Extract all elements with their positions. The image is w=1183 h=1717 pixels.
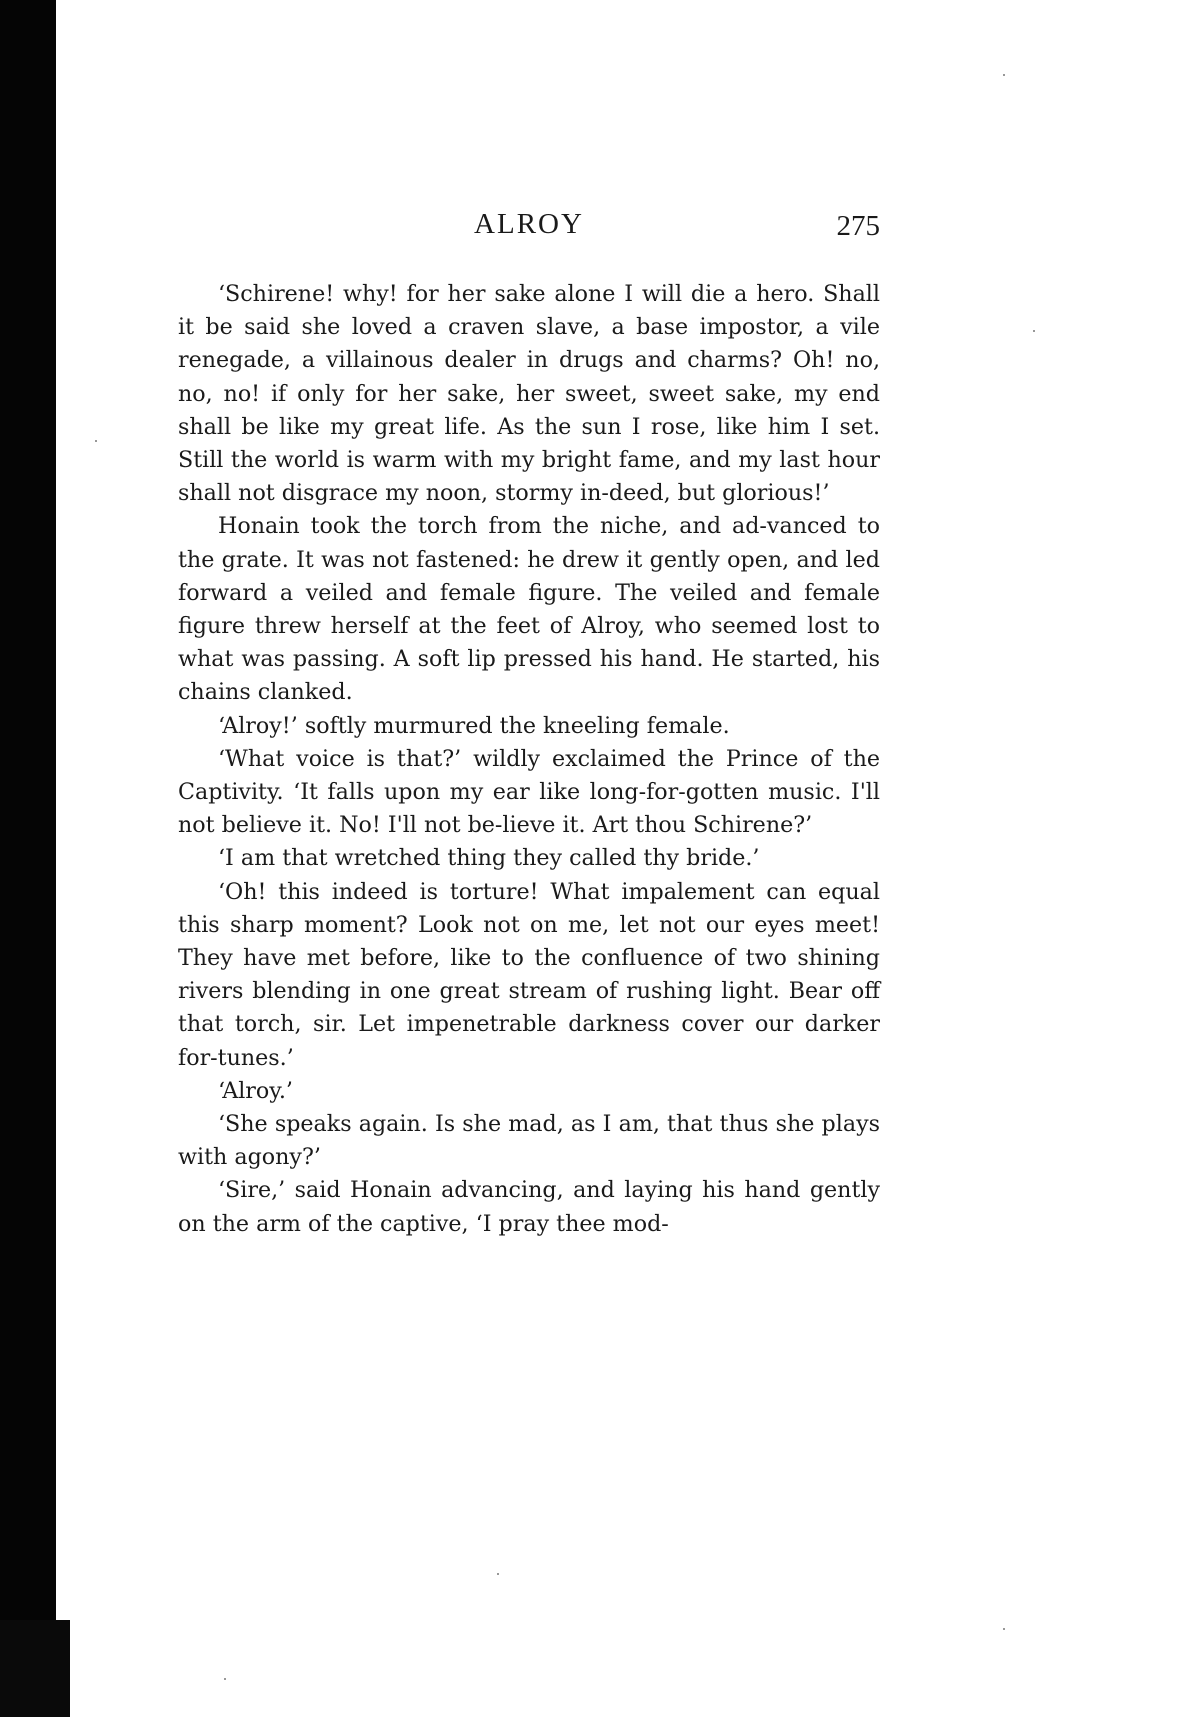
scan-speck [95,440,97,442]
paragraph: ‘She speaks again. Is she mad, as I am, that thus she plays with agony?’ [178,1111,880,1171]
paragraph: ‘Alroy.’ [218,1077,293,1104]
body-text [178,278,880,1241]
page-number: 275 [836,210,880,242]
scan-speck [1033,330,1035,332]
scan-dark-edge [0,0,56,1717]
paragraph: ‘Alroy!’ softly murmured the kneeling female. [218,712,730,739]
running-title: ALROY [474,208,584,240]
paragraph: Honain took the torch from the niche, and ad-vanced to the grate. It was not fastened: he drew it gently open, and led forward a veiled and female figure. The veiled and female figure threw herself at the feet of Alroy, who seemed lost to what was passing. A soft lip pressed his hand. He started, his chains clanked. [178,513,880,706]
scan-dark-edge-corner [0,1620,70,1717]
paragraph: ‘I am that wretched thing they called thy bride.’ [218,845,760,872]
scan-speck [1003,74,1005,76]
paragraph: ‘What voice is that?’ wildly exclaimed the Prince of the Captivity. ‘It falls upon my ear like long-for-gotten music. I'll not believe it. No! I'll not be-lieve it. Art thou Schirene?’ [178,745,880,839]
paragraph: ‘Sire,’ said Honain advancing, and laying his hand gently on the arm of the captive, ‘I pray thee mod- [178,1177,880,1237]
scan-speck [497,1573,499,1575]
paragraph: ‘Schirene! why! for her sake alone I will die a hero. Shall it be said she loved a craven slave, a base impostor, a vile renegade, a villainous dealer in drugs and charms? Oh! no, no, no! if only for her sake, her sweet, sweet sake, my end shall be like my great life. As the sun I rose, like him I set. Still the world is warm with my bright fame, and my last hour shall not disgrace my noon, stormy in-deed, but glorious!’ [178,281,880,507]
page-header [178,208,880,248]
scan-speck [224,1678,226,1680]
scan-speck [1003,1628,1005,1630]
paragraph: ‘Oh! this indeed is torture! What impalement can equal this sharp moment? Look not on me, let not our eyes meet! They have met before, like to the confluence of two shining rivers blending in one great stream of rushing light. Bear off that torch, sir. Let impenetrable darkness cover our darker for-tunes.’ [178,878,880,1071]
